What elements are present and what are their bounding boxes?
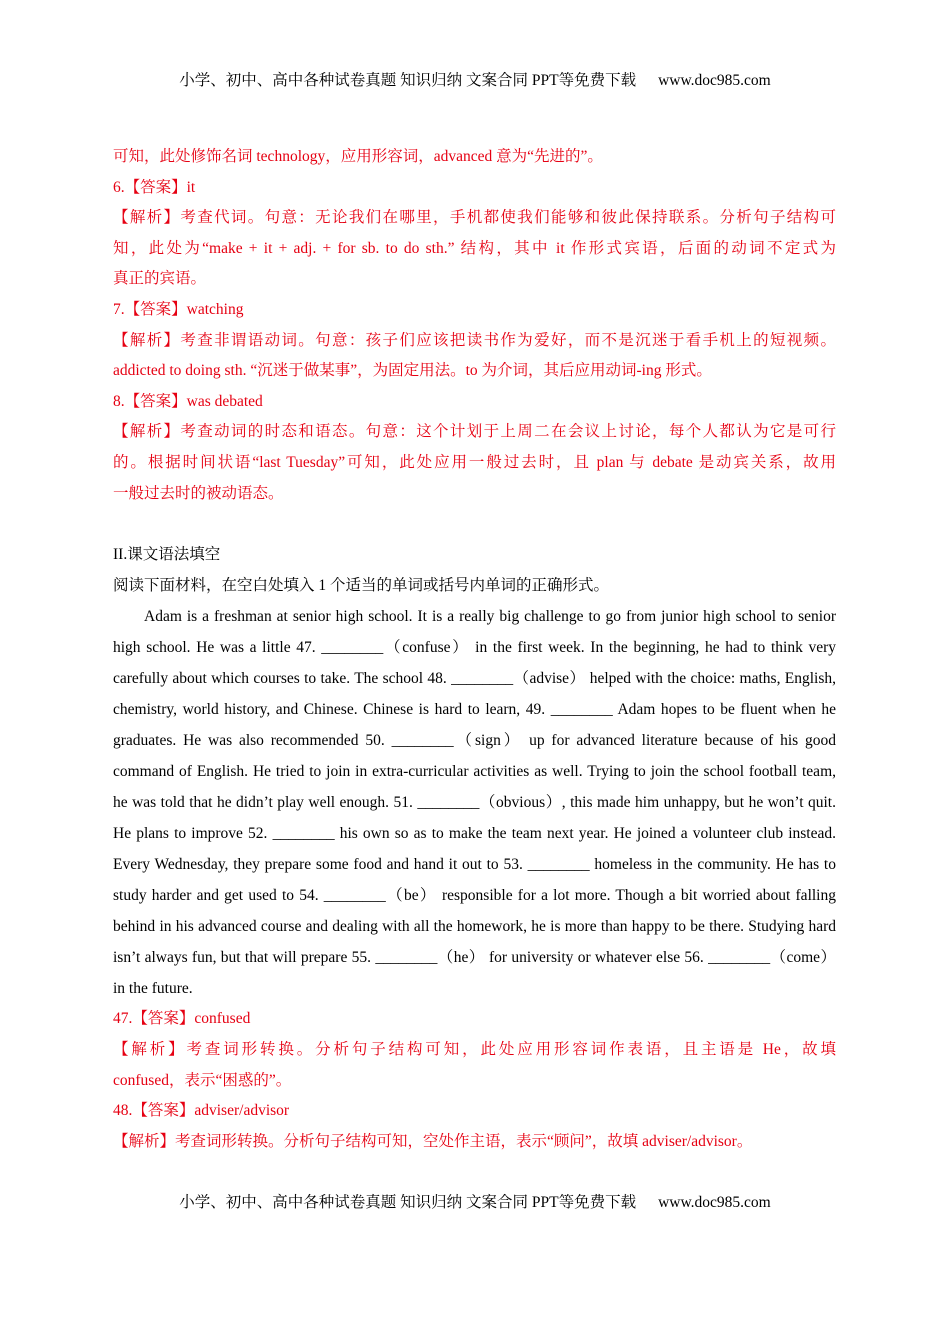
q6-analysis-line-2: 知，此处为“make + it + adj. + for sb. to do sth.” 结构，其中 it 作形式宾语，后面的动词不定式为 (113, 239, 836, 257)
q6-answer: 6.【答案】it (113, 178, 196, 196)
section-spacer (113, 509, 836, 540)
section-instruction: 阅读下面材料，在空白处填入 1 个适当的单词或括号内单词的正确形式。 (113, 576, 610, 594)
q48-analysis-line-1: 【解析】考查词形转换。分析句子结构可知，空处作主语，表示“顾问”，故填 adviser/advisor。 (113, 1132, 753, 1150)
q47-analysis-line-2: confused，表示“困惑的”。 (113, 1071, 292, 1089)
document-body (113, 142, 836, 1157)
footer-text: 小学、初中、高中各种试卷真题 知识归纳 文案合同 PPT等免费下载 (179, 1194, 637, 1211)
q47-analysis-line-1: 【解析】考查词形转换。分析句子结构可知，此处应用形容词作表语，且主语是 He，故填 (113, 1040, 836, 1058)
cloze-passage: Adam is a freshman at senior high school. It is a really big challenge to go from junior high school to senior high school. He was a little 47. ________（confuse） in the first week. In the beginning, he had to think very carefully about which courses to take. The school 48. ________（advise） helped with the choice: maths, English, chemistry, world history, and Chinese. Chinese is hard to learn, 49. ________ Adam hopes to be fluent when he graduates. He was also recommended 50. ________（sign） up for advanced literature because of his good command of English. He tried to join in extra-curricular activities as well. Trying to join the school football team, he was told that he didn’t play well enough. 51. ________（obvious）, this made him unhappy, but he won’t quit. He plans to improve 52. ________ his own so as to make the team next year. He joined a volunteer club instead. Every Wednesday, they prepare some food and hand it out to 53. ________ homeless in the community. He has to study harder and get used to 54. ________（be） responsible for a lot more. Though a bit worried about falling behind in his advanced course and dealing with all the homework, he is more than happy to be there. Studying hard isn’t always fun, but that will prepare 55. ________（he） for university or whatever else 56. ________（come） in the future. (113, 608, 836, 998)
page-header (0, 68, 950, 90)
header-site-link[interactable]: www.doc985.com (658, 72, 771, 89)
q8-analysis-line-3: 一般过去时的被动语态。 (113, 484, 284, 502)
q8-analysis-line-1: 【解析】考查动词的时态和语态。句意：这个计划于上周二在会议上讨论，每个人都认为它是可行 (113, 423, 836, 441)
q7-answer: 7.【答案】watching (113, 300, 244, 318)
q8-analysis-line-2: 的。根据时间状语“last Tuesday”可知，此处应用一般过去时，且 plan 与 debate 是动宾关系，故用 (113, 453, 836, 471)
q47-answer: 47.【答案】confused (113, 1010, 251, 1028)
q6-analysis-line-1: 【解析】考查代词。句意：无论我们在哪里，手机都使我们能够和彼此保持联系。分析句子结构可 (113, 209, 836, 227)
header-text: 小学、初中、高中各种试卷真题 知识归纳 文案合同 PPT等免费下载 (179, 72, 637, 89)
q7-analysis-line-2: addicted to doing sth. “沉迷于做某事”，为固定用法。to 为介词，其后应用动词-ing 形式。 (113, 362, 712, 380)
q8-answer: 8.【答案】was debated (113, 392, 263, 410)
footer-site-link[interactable]: www.doc985.com (658, 1194, 771, 1211)
intro-line: 可知，此处修饰名词 technology，应用形容词，advanced 意为“先进的”。 (113, 148, 603, 165)
page-footer (0, 1190, 950, 1212)
q7-analysis-line-1: 【解析】考查非谓语动词。句意：孩子们应该把读书作为爱好，而不是沉迷于看手机上的短视频。 (113, 331, 836, 349)
q6-analysis-line-3: 真正的宾语。 (113, 270, 207, 288)
section-title: II.课文语法填空 (113, 546, 221, 564)
q48-answer: 48.【答案】adviser/advisor (113, 1102, 290, 1120)
